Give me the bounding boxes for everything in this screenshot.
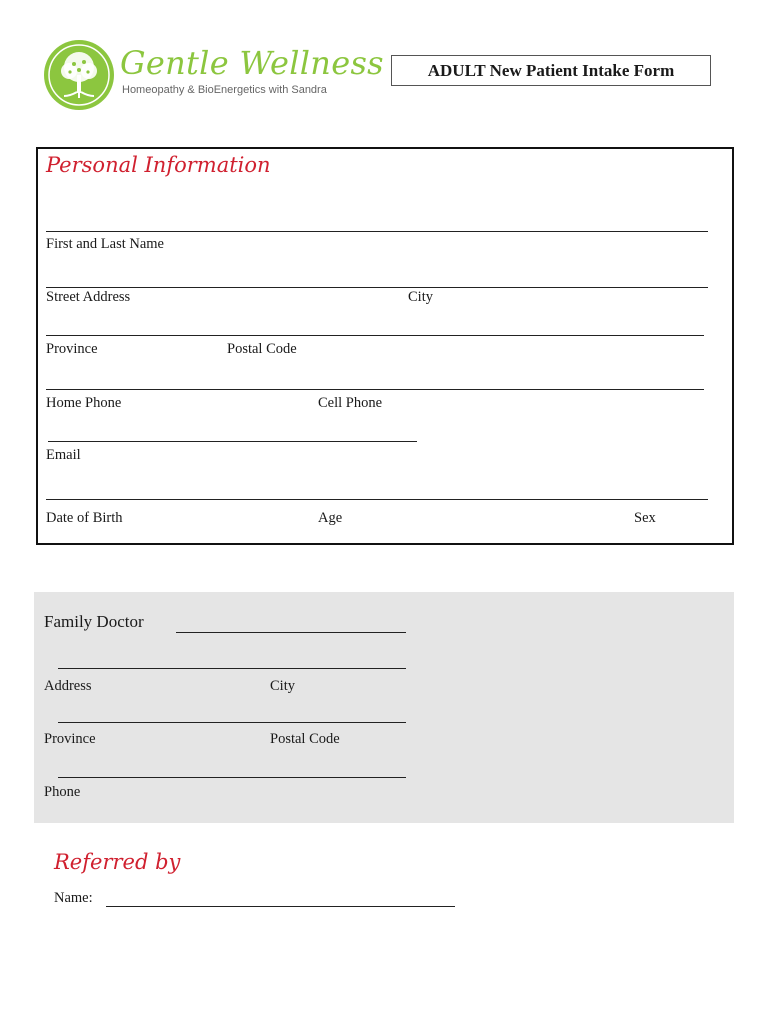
email-label: Email [46, 447, 81, 463]
doctor-address-label: Address [44, 678, 92, 694]
logo-tagline: Homeopathy & BioEnergetics with Sandra [122, 84, 327, 96]
date-of-birth-label: Date of Birth [46, 510, 123, 526]
form-title: ADULT New Patient Intake Form [391, 55, 711, 86]
street-address-label: Street Address [46, 289, 131, 305]
doctor-province-field[interactable] [58, 722, 406, 723]
referrer-name-label: Name: [54, 890, 93, 906]
home-phone-label: Home Phone [46, 395, 122, 411]
age-label: Age [318, 510, 343, 526]
referred-by-heading: Referred by [54, 850, 181, 874]
sex-label: Sex [634, 510, 656, 526]
first-last-name-field[interactable] [46, 231, 708, 232]
phone-field[interactable] [46, 389, 704, 390]
email-field[interactable] [48, 441, 417, 442]
city-label: City [408, 289, 433, 305]
doctor-province-label: Province [44, 731, 96, 747]
birth-age-sex-field[interactable] [46, 499, 708, 500]
personal-information-heading: Personal Information [46, 153, 271, 177]
first-last-name-label: First and Last Name [46, 236, 164, 252]
family-doctor-name-field[interactable] [176, 632, 406, 633]
referrer-name-field[interactable] [106, 906, 455, 907]
personal-information-section [36, 147, 734, 545]
province-postal-field[interactable] [46, 335, 704, 336]
doctor-phone-field[interactable] [58, 777, 406, 778]
province-label: Province [46, 341, 98, 357]
cell-phone-label: Cell Phone [318, 395, 383, 411]
street-address-field[interactable] [46, 287, 708, 288]
doctor-postal-code-label: Postal Code [270, 731, 340, 747]
doctor-city-label: City [270, 678, 295, 694]
postal-code-label: Postal Code [227, 341, 297, 357]
doctor-address-field[interactable] [58, 668, 406, 669]
doctor-phone-label: Phone [44, 784, 81, 800]
family-doctor-title: Family Doctor [44, 612, 144, 631]
logo-name: Gentle Wellness [120, 44, 384, 82]
tree-of-life-icon [44, 40, 114, 110]
